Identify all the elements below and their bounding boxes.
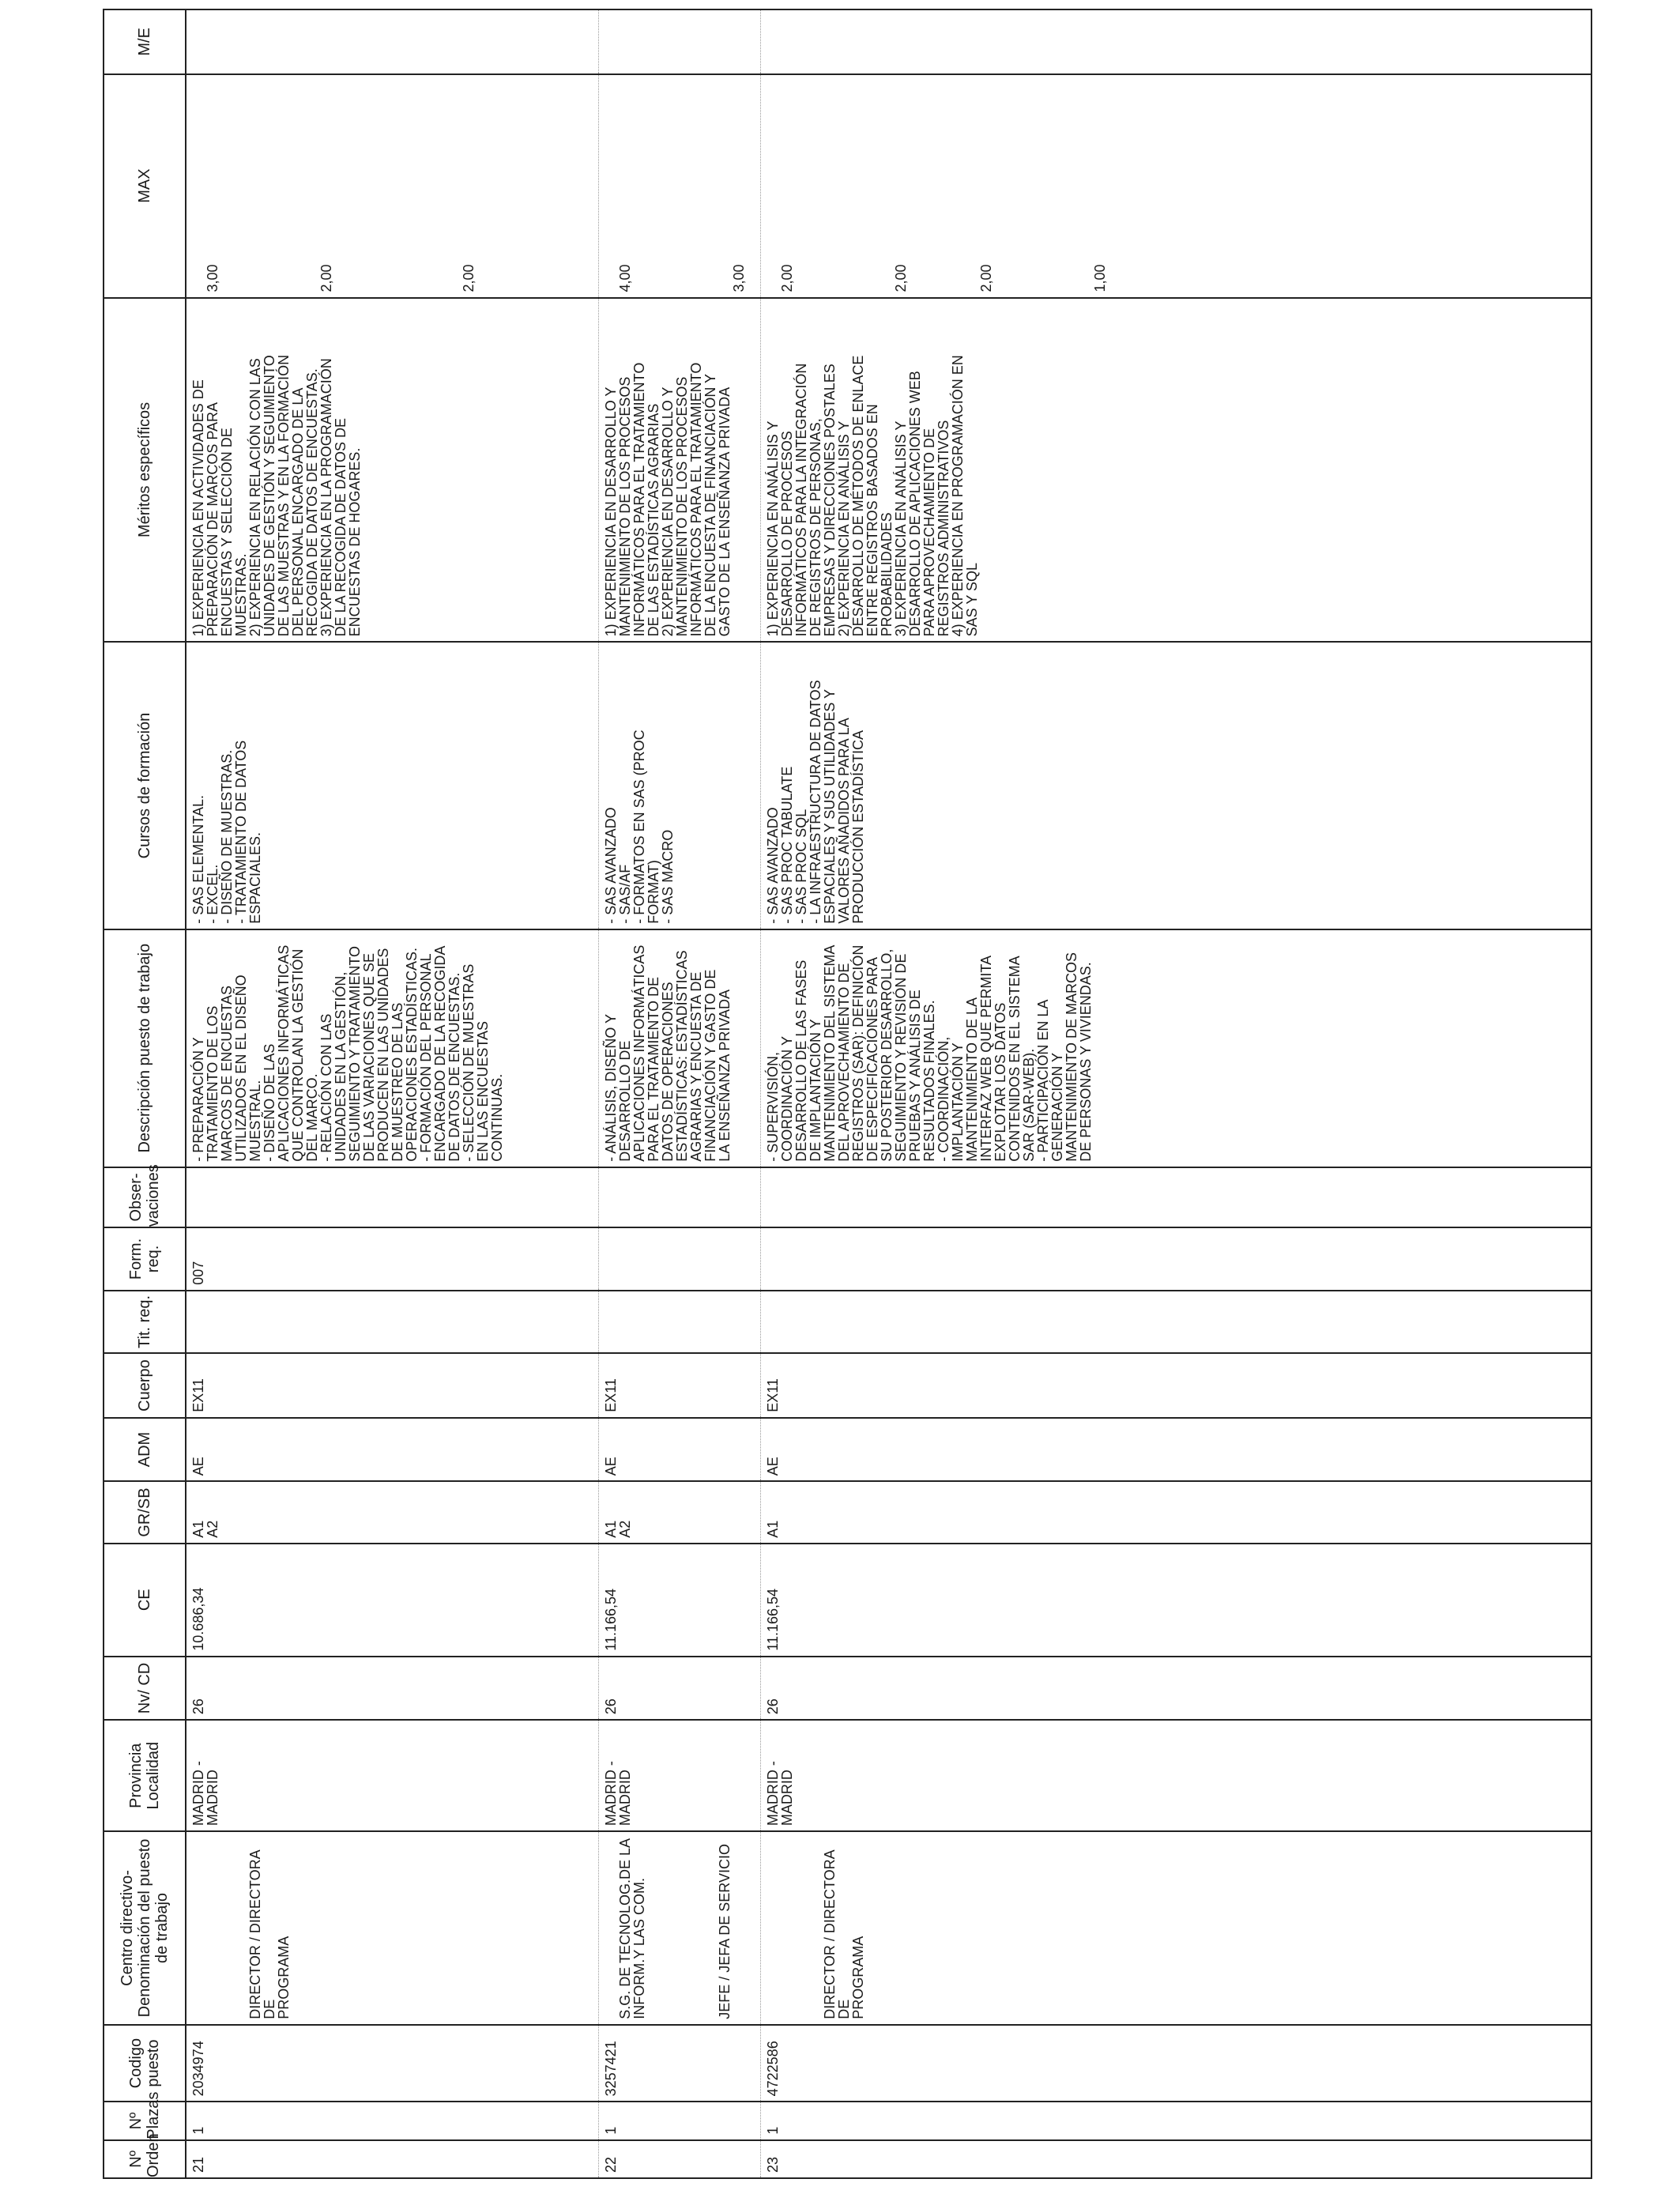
max-value bbox=[837, 80, 851, 292]
max-value bbox=[646, 80, 661, 292]
max-value: 1,00 bbox=[1091, 264, 1108, 292]
max-value bbox=[348, 80, 362, 292]
provincia-cell: MADRID - MADRID bbox=[760, 1720, 1591, 1831]
table-row bbox=[598, 9, 760, 2178]
max-value: 2,00 bbox=[977, 264, 994, 292]
header-grsb: GR/SB bbox=[104, 1481, 186, 1544]
centro-cell bbox=[598, 1831, 760, 2025]
tit-req-cell bbox=[760, 1291, 1591, 1354]
max-value bbox=[922, 80, 936, 292]
max-value: 2,00 bbox=[778, 264, 795, 292]
codigo-cell: 2034974 bbox=[186, 2025, 598, 2102]
max-value bbox=[376, 80, 390, 292]
max-value bbox=[1036, 80, 1050, 292]
centro-unit bbox=[205, 1837, 234, 2019]
max-value: 2,00 bbox=[892, 264, 909, 292]
max-value bbox=[675, 80, 689, 292]
header-codigo: Codigo puesto bbox=[104, 2025, 186, 2102]
max-value bbox=[433, 80, 447, 292]
header-orden: Nº Orden bbox=[104, 2140, 186, 2178]
header-row bbox=[104, 9, 186, 2178]
cursos-cell: - SAS AVANZADO - SAS/AF - FORMATOS EN SAS (PROC FORMAT) - SAS MACRO bbox=[598, 642, 760, 929]
grsb-cell: A1 A2 bbox=[186, 1481, 598, 1544]
max-value: 3,00 bbox=[730, 264, 747, 292]
nivel-cell: 26 bbox=[598, 1657, 760, 1721]
ce-cell: 11.166,54 bbox=[598, 1544, 760, 1657]
header-provincia: Provincia Localidad bbox=[104, 1720, 186, 1831]
max-value: 2,00 bbox=[461, 264, 477, 292]
centro-unit bbox=[780, 1837, 808, 2019]
rotated-table-container bbox=[103, 9, 1592, 2179]
plazas-cell: 1 bbox=[186, 2102, 598, 2139]
header-descripcion: Descripción puesto de trabajo bbox=[104, 929, 186, 1167]
max-value bbox=[405, 80, 419, 292]
header-me: M/E bbox=[104, 9, 186, 74]
orden-cell: 21 bbox=[186, 2140, 598, 2178]
centro-cell bbox=[186, 1831, 598, 2025]
cuerpo-cell: EX11 bbox=[760, 1353, 1591, 1418]
max-value bbox=[951, 80, 965, 292]
header-tit-req: Tit. req. bbox=[104, 1291, 186, 1354]
max-value bbox=[808, 80, 823, 292]
max-cell bbox=[760, 74, 1591, 298]
descripcion-cell: - SUPERVISIÓN, COORDINACIÓN Y DESARROLLO DE LAS FASES DE IMPLANTACIÓN Y MANTENIMIENTO DEL SISTEMA DEL APROVECHAMIENTO DE REGISTROS (SAR): DEFINICIÓN DE ESPECIFICACIONES PARA SU POSTERIOR DESARROLLO, SEGUIMIENTO Y REVISIÓN DE PRUEBAS Y ANÁLISIS DE RESULTADOS FINALES. - COORDINACIÓN, IMPLANTACIÓN Y MANTENIMIENTO DE LA INTERFAZ WEB QUE PERMITA EXPLOTAR LOS DATOS CONTENIDOS EN EL SISTEMA SAR (SAR-WEB). - PARTICIPACIÓN EN LA GENERACIÓN Y MANTENIMIENTO DE MARCOS DE PERSONAS Y VIVIENDAS. bbox=[760, 929, 1591, 1167]
cuerpo-cell: EX11 bbox=[186, 1353, 598, 1418]
header-cursos: Cursos de formación bbox=[104, 642, 186, 929]
header-plazas: Nº Plazas bbox=[104, 2102, 186, 2139]
header-max: MAX bbox=[104, 74, 186, 298]
form-req-cell: 007 bbox=[186, 1227, 598, 1291]
max-value bbox=[291, 80, 305, 292]
max-value bbox=[262, 80, 277, 292]
max-value: 3,00 bbox=[205, 264, 220, 292]
form-req-cell bbox=[760, 1227, 1591, 1291]
adm-cell: AE bbox=[598, 1418, 760, 1482]
tit-req-cell bbox=[186, 1291, 598, 1354]
table-row bbox=[760, 9, 1591, 2178]
positions-table bbox=[103, 9, 1592, 2179]
header-nivel: Nv/ CD bbox=[104, 1657, 186, 1721]
me-cell bbox=[186, 9, 598, 74]
observaciones-cell bbox=[760, 1167, 1591, 1228]
grsb-cell: A1 A2 bbox=[598, 1481, 760, 1544]
centro-puesto: DIRECTOR / DIRECTORA DE PROGRAMA bbox=[821, 1850, 866, 2019]
header-adm: ADM bbox=[104, 1418, 186, 1482]
centro-unit: S.G. DE TECNOLOG.DE LA INFORM.Y LAS COM. bbox=[616, 1838, 647, 2019]
header-cuerpo: Cuerpo bbox=[104, 1353, 186, 1418]
orden-cell: 22 bbox=[598, 2140, 760, 2178]
adm-cell: AE bbox=[760, 1418, 1591, 1482]
me-cell bbox=[598, 9, 760, 74]
meritos-cell: 1) EXPERIENCIA EN ANÁLISIS Y DESARROLLO DE PROCESOS INFORMÁTICOS PARA LA INTEGRACIÓN DE REGISTROS DE PERSONAS, EMPRESAS Y DIRECCIONES POSTALES 2) EXPERIENCIA EN ANÁLISIS Y DESARROLLO DE MÉTODOS DE ENLACE ENTRE REGISTROS BASADOS EN PROBABILIDADES 3) EXPERIENCIA EN ANÁLISIS Y DESARROLLO DE APLICACIONES WEB PARA APROVECHAMIENTO DE REGISTROS ADMINISTRATIVOS 4) EXPERIENCIA EN PROGRAMACIÓN EN SAS Y SQL bbox=[760, 298, 1591, 643]
cuerpo-cell: EX11 bbox=[598, 1353, 760, 1418]
form-req-cell bbox=[598, 1227, 760, 1291]
codigo-cell: 3257421 bbox=[598, 2025, 760, 2102]
observaciones-cell bbox=[598, 1167, 760, 1228]
meritos-cell: 1) EXPERIENCIA EN ACTIVIDADES DE PREPARACIÓN DE MARCOS PARA ENCUESTAS Y SELECCIÓN DE MUESTRAS. 2) EXPERIENCIA EN RELACIÓN CON LAS UNIDADES DE GESTIÓN Y SEGUIMIENTO DE LAS MUESTRAS Y EN LA FORMACIÓN DEL PERSONAL ENCARGADO DE LA RECOGIDA DE DATOS DE ENCUESTAS. 3) EXPERIENCIA EN LA PROGRAMACIÓN DE LA RECOGIDA DE DATOS DE ENCUESTAS DE HOGARES. bbox=[186, 298, 598, 643]
ce-cell: 10.686,34 bbox=[186, 1544, 598, 1657]
header-centro: Centro directivo- Denominación del puesto de trabajo bbox=[104, 1831, 186, 2025]
codigo-cell: 4722586 bbox=[760, 2025, 1591, 2102]
observaciones-cell bbox=[186, 1167, 598, 1228]
nivel-cell: 26 bbox=[186, 1657, 598, 1721]
descripcion-cell: - ANÁLISIS, DISEÑO Y DESARROLLO DE APLICACIONES INFORMÁTICAS PARA EL TRATAMIENTO DE DATOS DE OPERACIONES ESTADÍSTICAS: ESTADÍSTICAS AGRARIAS Y ENCUESTA DE FINANCIACIÓN Y GASTO DE LA ENSEÑANZA PRIVADA bbox=[598, 929, 760, 1167]
orden-cell: 23 bbox=[760, 2140, 1591, 2178]
max-value bbox=[1064, 80, 1079, 292]
cursos-cell: - SAS ELEMENTAL. - EXCEL. - DISEÑO DE MUESTRAS. - TRATAMIENTO DE DATOS ESPACIALES. bbox=[186, 642, 598, 929]
max-value bbox=[1008, 80, 1022, 292]
max-value bbox=[703, 80, 718, 292]
max-value: 4,00 bbox=[616, 264, 633, 292]
nivel-cell: 26 bbox=[760, 1657, 1591, 1721]
max-value bbox=[234, 80, 248, 292]
grsb-cell: A1 bbox=[760, 1481, 1591, 1544]
plazas-cell: 1 bbox=[760, 2102, 1591, 2139]
header-observaciones: Obser- vaciones bbox=[104, 1167, 186, 1228]
provincia-cell: MADRID - MADRID bbox=[186, 1720, 598, 1831]
me-cell bbox=[760, 9, 1591, 74]
plazas-cell: 1 bbox=[598, 2102, 760, 2139]
header-form-req: Form. req. bbox=[104, 1227, 186, 1291]
centro-cell bbox=[760, 1831, 1591, 2025]
provincia-cell: MADRID - MADRID bbox=[598, 1720, 760, 1831]
cursos-cell: - SAS AVANZADO - SAS PROC TABULATE - SAS PROC SQL - LA INFRAESTRUCTURA DE DATOS ESPACIALES Y SUS UTILIDADES Y VALORES AÑADIDOS PARA LA PRODUCCIÓN ESTADÍSTICA bbox=[760, 642, 1591, 929]
tit-req-cell bbox=[598, 1291, 760, 1354]
centro-puesto: JEFE / JEFA DE SERVICIO bbox=[716, 1844, 733, 2019]
meritos-cell: 1) EXPERIENCIA EN DESARROLLO Y MANTENIMIENTO DE LOS PROCESOS INFORMÁTICOS PARA EL TRATAMIENTO DE LAS ESTADÍSTICAS AGRARIAS 2) EXPERIENCIA EN DESARROLLO Y MANTENIMIENTO DE LOS PROCESOS INFORMÁTICOS PARA EL TRATAMIENTO DE LA ENCUESTA DE FINANCIACIÓN Y GASTO DE LA ENSEÑANZA PRIVADA bbox=[598, 298, 760, 643]
max-value: 2,00 bbox=[318, 264, 334, 292]
max-cell bbox=[598, 74, 760, 298]
max-value bbox=[865, 80, 880, 292]
centro-puesto: DIRECTOR / DIRECTORA DE PROGRAMA bbox=[247, 1850, 292, 2019]
header-ce: CE bbox=[104, 1544, 186, 1657]
max-cell bbox=[186, 74, 598, 298]
header-meritos: Méritos específicos bbox=[104, 298, 186, 643]
adm-cell: AE bbox=[186, 1418, 598, 1482]
ce-cell: 11.166,54 bbox=[760, 1544, 1591, 1657]
table-row bbox=[186, 9, 598, 2178]
descripcion-cell: - PREPARACIÓN Y TRATAMIENTO DE LOS MARCOS DE ENCUESTAS UTILIZADOS EN EL DISEÑO MUESTRAL. - DISEÑO DE LAS APLICACIONES INFORMÁTICAS QUE CONTROLAN LA GESTIÓN DEL MARCO. - RELACIÓN CON LAS UNIDADES EN LA GESTIÓN, SEGUIMIENTO Y TRATAMIENTO DE LAS VARIACIONES QUE SE PRODUCEN EN LAS UNIDADES DE MUESTREO DE LAS OPERACIONES ESTADÍSTICAS. - FORMACIÓN DEL PERSONAL ENCARGADO DE LA RECOGIDA DE DATOS DE ENCUESTAS. - SELECCIÓN DE MUESTRAS EN LAS ENCUESTAS CONTINUAS. bbox=[186, 929, 598, 1167]
